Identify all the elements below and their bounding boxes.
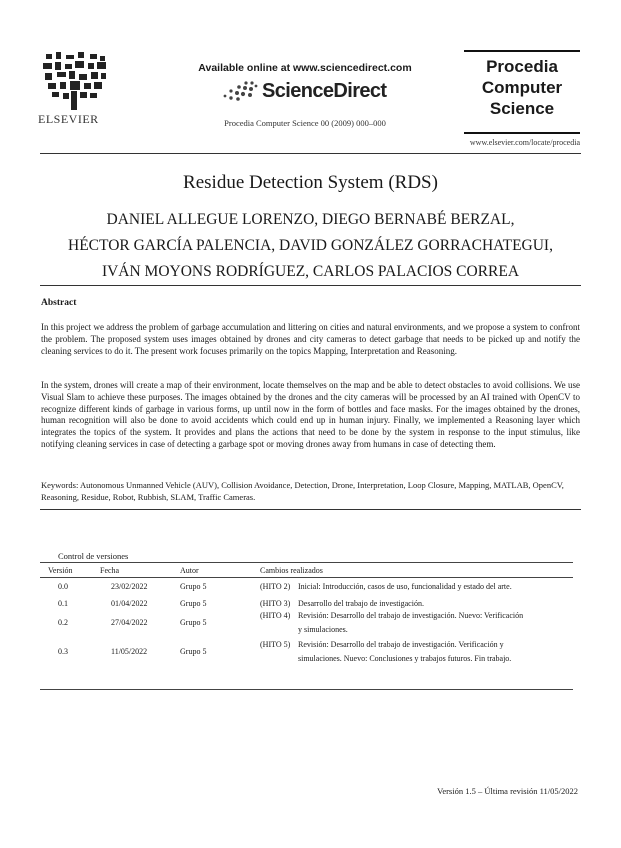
table-cell-version: 0.0 [58,582,68,591]
table-cell-tag: (HITO 4) [260,611,291,620]
table-cell-date: 01/04/2022 [111,599,148,608]
version-table-title: Control de versiones [58,551,129,561]
table-header-rule [40,577,573,578]
table-header-author: Autor [180,566,199,575]
table-cell-change: Revisión: Desarrollo del trabajo de investigación. Verificación y [298,640,504,649]
table-cell-date: 23/02/2022 [111,582,148,591]
table-top-rule [40,562,573,563]
table-header-changes: Cambios realizados [260,566,323,575]
abstract-paragraph: In this project we address the problem of garbage accumulation and littering on cities and natural environments, and we propose a system to confront the problem. The proposed system uses images obtained by drones and city cameras to detect garbage that needs to be picked up and notify the cleaning services to do it. The present work focuses primarily on the topics Mapping, Interpretation and Reasoning. [41,322,580,356]
table-cell-version: 0.2 [58,618,68,627]
table-cell-date: 11/05/2022 [111,647,148,656]
table-cell-tag: (HITO 3) [260,599,291,608]
sciencedirect-logo[interactable]: ScienceDirect [262,80,387,102]
abstract-heading: Abstract [41,298,77,308]
sciencedirect-dots-icon [222,80,258,102]
procedia-journal-title [464,56,580,119]
table-cell-version: 0.3 [58,647,68,656]
author-list [0,207,621,285]
keywords: Keywords: Autonomous Unmanned Vehicle (AUV), Collision Avoidance, Detection, Drone, Interpretation, Loop Closure, Mapping, MATLAB, OpenCV, Reasoning, Residue, Robot, Rubbish, SLAM, Traffic Cameras. [41,480,564,502]
procedia-title-line: Science [489,99,555,118]
table-cell-author: Grupo 5 [180,647,207,656]
header-divider [40,153,581,154]
table-header-date: Fecha [100,566,120,575]
table-cell-author: Grupo 5 [180,618,207,627]
author-line: HÉCTOR GARCÍA PALENCIA, DAVID GONZÁLEZ GORRACHATEGUI, [68,237,553,254]
procedia-title-line: Procedia [486,57,558,76]
table-header-version: Versión [48,566,73,575]
table-cell-change: simulaciones. Nuevo: Conclusiones y trabajos futuros. Fin trabajo. [298,654,512,663]
table-cell-change: Inicial: Introducción, casos de uso, funcionalidad y estado del arte. [298,582,512,591]
elsevier-logo-text: ELSEVIER [38,112,99,126]
journal-citation: Procedia Computer Science 00 (2009) 000–000 [224,118,386,128]
version-footer: Versión 1.5 – Última revisión 11/05/2022 [437,786,578,796]
table-cell-version: 0.1 [58,599,68,608]
table-cell-change: y simulaciones. [298,625,348,634]
available-online-text[interactable]: Available online at www.sciencedirect.com [198,62,412,74]
table-cell-author: Grupo 5 [180,582,207,591]
author-line: DANIEL ALLEGUE LORENZO, DIEGO BERNABÉ BERZAL, [106,211,515,228]
table-cell-tag: (HITO 5) [260,640,291,649]
abstract-top-divider [40,285,581,286]
table-cell-date: 27/04/2022 [111,618,148,627]
table-cell-tag: (HITO 2) [260,582,291,591]
abstract-paragraph: In the system, drones will create a map of their environment, locate themselves on the map and be able to detect obstacles to avoid collisions. We use Visual Slam to achieve these purposes. The images obtained by the drones and the city cameras will be processed by an AI trained with OpenCV to recognize different kinds of garbage in various forms, up until now in the form of bottles and face masks. For the images obtained by the drones, human recognition will also be done to avoid accidents which could end up in human injury. Finally, we implemented a Reasoning layer which integrates the topics of the system. It provides and plans the actions that need to be done by the system in response to the input stimulus, like notifying cleaning services in case of detecting a garbage spot or moving drones away from humans in case of detecting them. [41,380,580,449]
elsevier-tree-logo [40,50,110,120]
table-cell-change: Revisión: Desarrollo del trabajo de investigación. Nuevo: Verificación [298,611,524,620]
author-line: IVÁN MOYONS RODRÍGUEZ, CARLOS PALACIOS CORREA [101,263,520,280]
table-cell-change: Desarrollo del trabajo de investigación. [298,599,424,608]
paper-title: Residue Detection System (RDS) [183,172,438,193]
abstract-bottom-divider [40,509,581,510]
table-bottom-rule [40,689,573,690]
procedia-title-line: Computer [481,78,563,97]
table-cell-author: Grupo 5 [180,599,207,608]
journal-url-link[interactable]: www.elsevier.com/locate/procedia [469,138,580,147]
